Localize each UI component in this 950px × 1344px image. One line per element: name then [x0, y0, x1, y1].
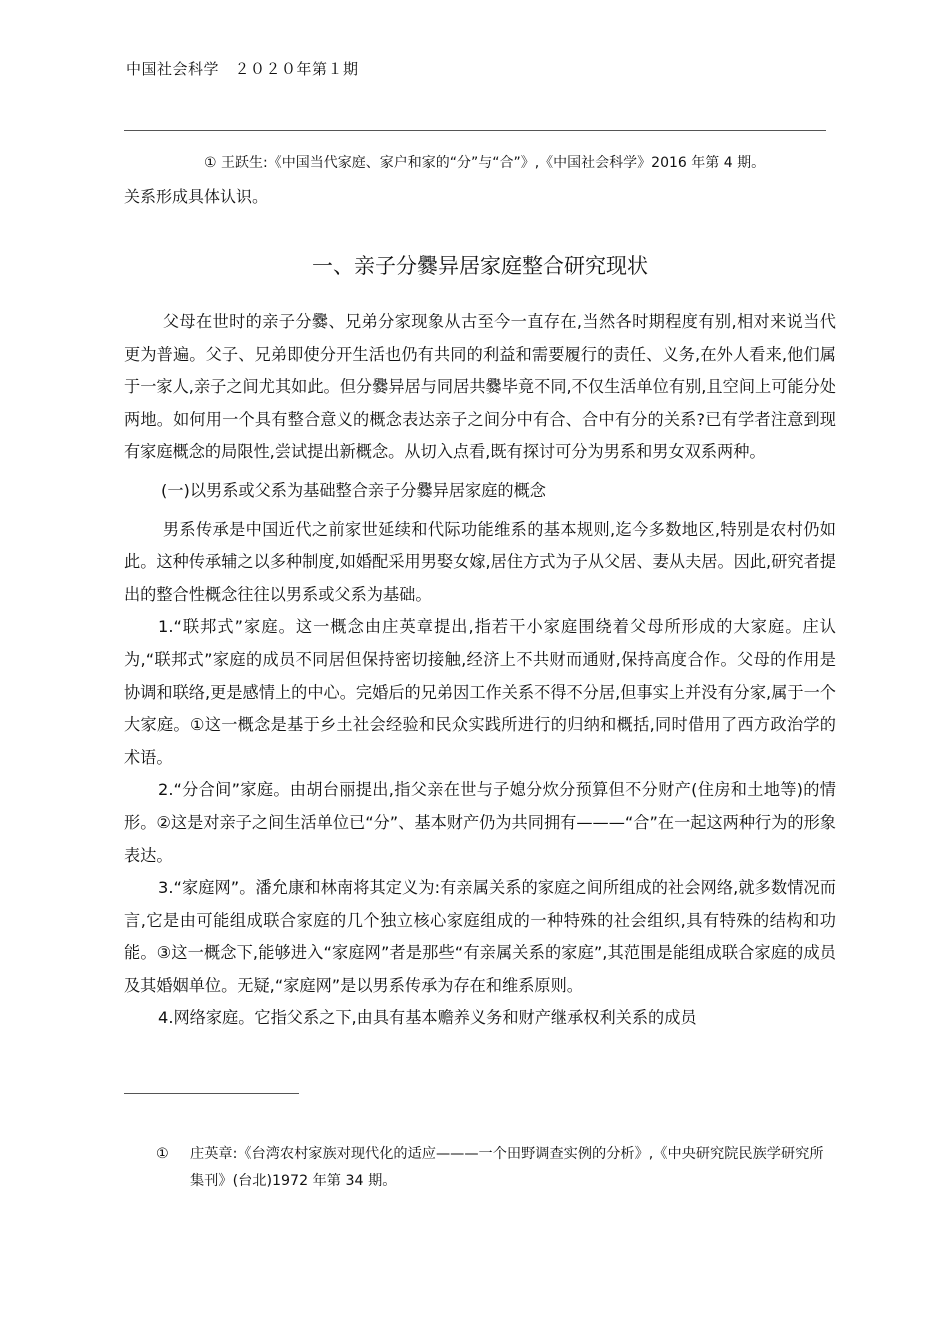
paragraph-4: 2.“分合间”家庭。由胡台丽提出,指父亲在世与子媳分炊分预算但不分财产(住房和土地等)的情形。②这是对亲子之间生活单位已“分”、基本财产仍为共同拥有———“合”在一起这两种行为的形象表达。: [124, 780, 836, 865]
paragraph-5: 3.“家庭网”。潘允康和林南将其定义为:有亲属关系的家庭之间所组成的社会网络,就多数情况而言,它是由可能组成联合家庭的几个独立核心家庭组成的一种特殊的社会组织,具有特殊的结构和功能。③这一概念下,能够进入“家庭网”者是那些“有亲属关系的家庭”,其范围是能组成联合家庭的成员及其婚姻单位。无疑,“家庭网”是以男系传承为存在和维系原则。: [124, 878, 836, 995]
paragraph-3: 1.“联邦式”家庭。这一概念由庄英章提出,指若干小家庭围绕着父母所形成的大家庭。庄认为,“联邦式”家庭的成员不同居但保持密切接触,经济上不共财而通财,保持高度合作。父母的作用是协调和联络,更是感情上的中心。完婚后的兄弟因工作关系不得不分居,但事实上并没有分家,属于一个大家庭。①这一概念是基于乡土社会经验和民众实践所进行的归纳和概括,同时借用了西方政治学的术语。: [124, 617, 836, 767]
footnote-mark: ①: [156, 1146, 169, 1162]
footnote-text: 庄英章:《台湾农村家族对现代化的适应———一个田野调查实例的分析》,《中央研究院民族学研究所集刊》(台北)1972 年第 34 期。: [190, 1146, 824, 1189]
carry-over-text: 关系形成具体认识。: [124, 187, 269, 206]
header-rule: [124, 130, 826, 131]
footnote-rule: [124, 1093, 299, 1094]
paragraph-2: 男系传承是中国近代之前家世延续和代际功能维系的基本规则,迄今多数地区,特别是农村仍如此。这种传承辅之以多种制度,如婚配采用男娶女嫁,居住方式为子从父居、妻从夫居。因此,研究者提出的整合性概念往往以男系或父系为基础。: [124, 519, 836, 604]
section-title: 一、亲子分爨异居家庭整合研究现状: [312, 254, 648, 278]
subsection-heading: (一)以男系或父系为基础整合亲子分爨异居家庭的概念: [161, 480, 546, 500]
footnote: [156, 1141, 828, 1195]
paragraph-1: 父母在世时的亲子分爨、兄弟分家现象从古至今一直存在,当然各时期程度有别,相对来说当代更为普遍。父子、兄弟即使分开生活也仍有共同的利益和需要履行的责任、义务,在外人看来,他们属于一家人,亲子之间尤其如此。但分爨异居与同居共爨毕竟不同,不仅生活单位有别,且空间上可能分处两地。如何用一个具有整合意义的概念表达亲子之间分中有合、合中有分的关系?已有学者注意到现有家庭概念的局限性,尝试提出新概念。从切入点看,既有探讨可分为男系和男女双系两种。: [124, 312, 836, 462]
running-header: 中国社会科学 ２０２０年第１期: [126, 60, 359, 78]
previous-footnote: ① 王跃生:《中国当代家庭、家户和家的“分”与“合”》,《中国社会科学》2016 年第 4 期。: [204, 155, 766, 171]
body-text: [124, 306, 836, 1035]
paragraph-6: 4.网络家庭。它指父系之下,由具有基本赡养义务和财产继承权利关系的成员: [158, 1008, 697, 1028]
